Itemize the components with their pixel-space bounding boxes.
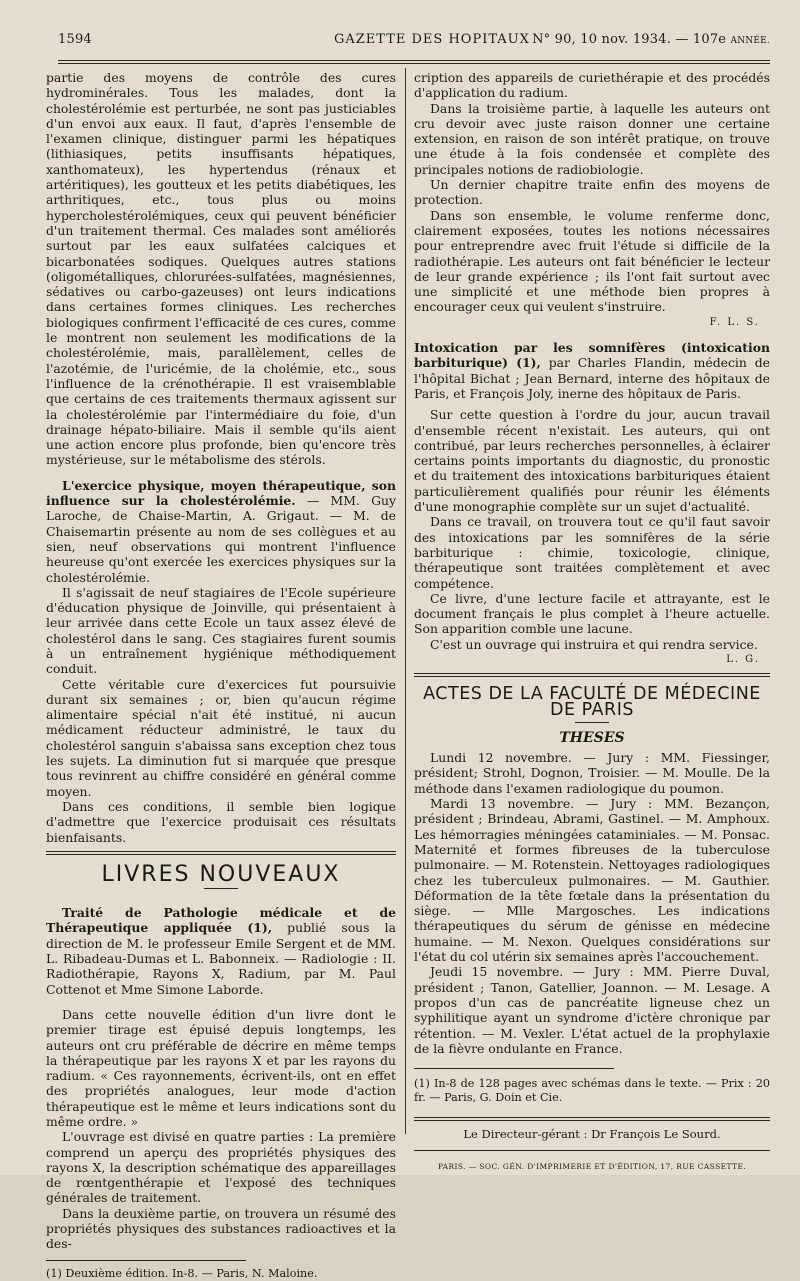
footnote: (1) Deuxième édition. In-8. — Paris, N. Maloine. (46, 1266, 318, 1280)
right-column (414, 70, 770, 1175)
book-entry (46, 905, 396, 997)
issue-year-suffix: ANNÉE. (730, 36, 770, 46)
paragraph: Cette véritable cure d'exercices fut poursuivie durant six semaines ; or, bien qu'aucun régime alimentaire spécial n'ait été institué, ni aucun médicament réducteur administré, le taux du cholestérol sanguin s'abaissa sans exception chez tous les sujets. La diminution fut si marquée que presque tous revinrent au chiffre considéré en général comme moyen. (46, 676, 396, 799)
left-column (46, 70, 396, 1281)
section-title: ACTES DE LA FACULTÉ DE MÉDECINE DE PARIS (423, 684, 761, 720)
paragraph: Dans ce travail, on trouvera tout ce qu'il faut savoir des intoxications par les somnifères de la série barbiturique : chimie, toxicologie, clinique, thérapeutique sont traitées complètement et avec compétence. (414, 514, 770, 591)
paragraph: Dans son ensemble, le volume renferme donc, clairement exposées, toutes les notions nécessaires pour entreprendre avec fruit l'étude si difficile de la radiothérapie. Les auteurs ont fait bénéficier le lecteur de leur grande expérience ; ils l'ont fait surtout avec une simplicité et une méthode bien propres à encourager ceux qui veulent s'instruire. (414, 207, 770, 315)
theses-heading: THESES (559, 729, 625, 746)
article-title: L'exercice physique, moyen thérapeutique, son influence sur la cholestérolémie. (46, 477, 396, 509)
section-rule (414, 673, 770, 677)
article-entry (414, 340, 770, 401)
paragraph: cription des appareils de curiethérapie et des procédés d'application du radium. (414, 70, 770, 101)
short-rule (204, 888, 238, 889)
printer-line: PARIS. — SOC. GÉN. D'IMPRIMERIE ET D'ÉDITION, 17, RUE CASSETTE. (437, 1162, 747, 1172)
article-authors: — MM. Guy Laroche, de Chaise-Martin, A. Grigaut. — M. de Chaisemartin présente au nom de ses collègues et au sien, neuf observations qui montrent l'influence heureuse qu'ont exercée les exercices physiques sur la cholestérolémie. (46, 493, 396, 585)
paragraph: partie des moyens de contrôle des cures hydrominérales. Tous les malades, dont la cholestérolémie est perturbée, ne sont pas justiciables d'un envoi aux eaux. Il faut, d'après l'ensemble de l'examen clinique, distinguer parmi les hépatiques (lithiasiques, petits insuffisants hépatiques, xanthomateux), les hypertendus (rénaux et artéritiques), les goutteux et les petits diabétiques, les arthritiques, etc., tous plus ou moins hypercholestérolémiques, ceux qui peuvent bénéficier d'un traitement thermal. Ces malades sont améliorés surtout par les eaux sulfatées calciques et bicarbonatées sodiques. Quelques autres stations (oligométalliques, chlorurées-sulfatées, magnésiennes, sédatives ou carbo-gazeuses) ont leurs indications dans certaines formes cliniques. Les recherches biologiques confirment l'efficacité de ces cures, comme le montrent non seulement les modifications de la cholestérolémie, mais, parallèlement, celles de l'azotémie, de l'uricémie, de la cholémie, etc., sous l'influence de la crénothérapie. Il est vraisemblable que certains de ces traitements thermaux agissent sur la cholestérolémie par l'intermédiaire du foie, d'un drainage hépato-biliaire. Mais il semble qu'ils aient une action encore plus profonde, bien qu'encore très mystérieuse, sur le métabolisme des stérols. (46, 70, 396, 468)
book-title: Traité de Pathologie médicale et de Thérapeutique appliquée (1), (46, 905, 396, 936)
footer-rule-2 (414, 1150, 770, 1151)
paragraph: L'ouvrage est divisé en quatre parties : La première comprend un aperçu des propriétés physiques des rayons X, la description schématique des appareillages de rœntgenthérapie et l'exposé des techniques générales de traitement. (46, 1129, 396, 1206)
thesis-entry: Mardi 13 novembre. — Jury : MM. Bezançon, président ; Brindeau, Abrami, Gastinel. — M. Amphoux. Les hémorragies méningées cataminiales. — M. Ponsac. Maternité et formes fibreuses de la tuberculose pulmonaire. — M. Rotenstein. Nettoyages radiologiques chez les tuberculeux pulmonaires. — M. Gauthier. Déformation de la tête fœtale dans la présentation du siège. — Mlle Margosches. Les indications thérapeutiques du sérum de génisse en médecine humaine. — M. Nexon. Quelques considérations sur l'état du col utérin six semaines après l'accouchement. (414, 796, 770, 965)
paragraph: Dans la troisième partie, à laquelle les auteurs ont cru devoir avec juste raison donner une certaine extension, en raison de son intérêt pratique, on trouve une étude à la fois condensée et complète des principales notions de radiobiologie. (414, 100, 770, 177)
paragraph: Dans la deuxième partie, on trouvera un résumé des propriétés physiques des substances radioactives et la des- (46, 1205, 396, 1252)
journal-title: GAZETTE DES HOPITAUX (334, 32, 530, 47)
article-entry (46, 478, 396, 585)
paragraph: Dans cette nouvelle édition d'un livre dont le premier tirage est épuisé depuis longtemps, les auteurs ont cru préférable de décrire en même temps la thérapeutique par les rayons X et par les rayons du radium. « Ces rayonnements, écrivent-ils, ont en effet des propriétés analogues, leur mode d'action thérapeutique est le même et leurs indications sont du même ordre. » (46, 1006, 396, 1129)
article-authors: par Charles Flandin, médecin de l'hôpital Bichat ; Jean Bernard, interne des hôpitaux de Paris, et François Joly, inerne des hôpitaux de Paris. (414, 355, 770, 401)
paragraph: Dans ces conditions, il semble bien logique d'admettre que l'exercice produisait ces résultats bienfaisants. (46, 798, 396, 845)
column-divider (405, 68, 406, 1134)
paragraph: Il s'agissait de neuf stagiaires de l'Ecole supérieure d'éducation physique de Joinville, qui présentaient à leur arrivée dans cette Ecole un taux assez élevé de cholestérol dans le sang. Ces stagiaires furent soumis à un entraînement hygiénique méthodiquement conduit. (46, 584, 396, 677)
header-rule-2 (58, 63, 770, 64)
paragraph: C'est un ouvrage qui instruira et qui rendra service. (430, 636, 758, 652)
footnote-rule (46, 1260, 246, 1261)
short-rule (575, 722, 609, 723)
footer-rule (414, 1117, 770, 1121)
director-line: Le Directeur-gérant : Dr François Le Sourd. (463, 1127, 721, 1142)
issue-info (532, 32, 770, 47)
book-description: publié sous la direction de M. le professeur Emile Sergent et de MM. L. Ribadeau-Dumas et L. Babonneix. — Radiologie : II. Radiothérapie, Rayons X, Radium, par M. Paul Cottenot et Mme Simone Laborde. (46, 920, 396, 997)
article-title: Intoxication par les somnifères (intoxication barbiturique) (1), (414, 340, 770, 371)
review-signature: F. L. S. (709, 316, 760, 328)
page-number: 1594 (58, 32, 92, 47)
paragraph: Un dernier chapitre traite enfin des moyens de protection. (414, 177, 770, 208)
thesis-entry: Jeudi 15 novembre. — Jury : MM. Pierre Duval, président ; Tanon, Gatellier, Joannon. — M. Lesage. A propos d'un cas de pancréatite ligneuse chez un syphilitique ayant un syndrome d'ictère chronique par rétention. — M. Vexler. L'état actuel de la prophylaxie de la fièvre ondulante en France. (414, 964, 770, 1056)
thesis-entry: Lundi 12 novembre. — Jury : MM. Fiessinger, président; Strohl, Dognon, Troisier. — M. Moulle. De la méthode dans l'examen radiologique du poumon. (414, 750, 770, 796)
page-header (58, 32, 770, 54)
paragraph: Sur cette question à l'ordre du jour, aucun travail d'ensemble récent n'existait. Les auteurs, qui ont contribué, par leurs recherches personnelles, à éclairer certains points importants du diagnostic, du pronostic et du traitement des intoxications barbituriques étaient particulièrement qualifiés pour réunir les éléments d'une monographie complète sur un sujet d'actualité. (414, 407, 770, 515)
section-rule (46, 851, 396, 855)
paragraph: Ce livre, d'une lecture facile et attrayante, est le document français le plus complet à l'heure actuelle. Son apparition comble une lacune. (414, 590, 770, 637)
footnote-rule (414, 1068, 614, 1069)
footnote: (1) In-8 de 128 pages avec schémas dans le texte. — Prix : 20 fr. — Paris, G. Doin et Cie. (414, 1077, 770, 1105)
header-rule (58, 60, 770, 61)
section-title: LIVRES NOUVEAUX (101, 861, 341, 887)
issue-text: N° 90, 10 nov. 1934. — 107e (532, 32, 731, 47)
review-signature: L. G. (726, 653, 760, 665)
